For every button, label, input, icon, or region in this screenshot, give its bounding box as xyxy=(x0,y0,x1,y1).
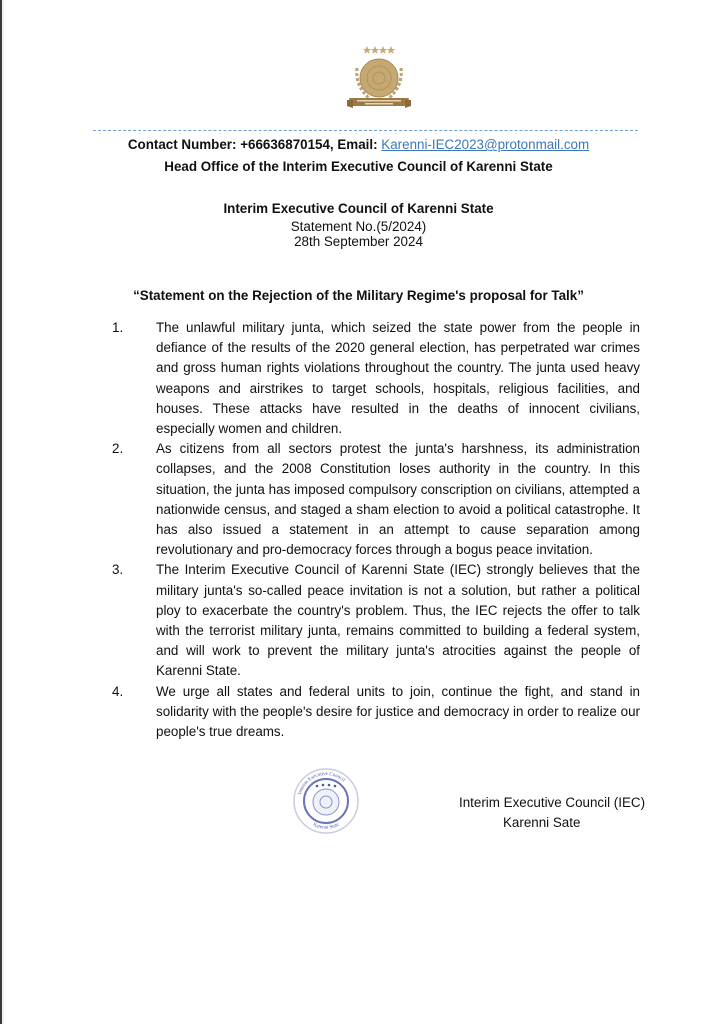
header-divider xyxy=(93,130,638,131)
signature-line-2: Karenni Sate xyxy=(503,815,581,830)
email-link[interactable]: Karenni-IEC2023@protonmail.com xyxy=(381,137,590,152)
svg-text:Karenni State: Karenni State xyxy=(312,822,341,831)
council-stamp-icon xyxy=(291,766,361,836)
contact-label: Contact Number: +66636870154, Email: xyxy=(127,137,382,152)
item-number: 2. xyxy=(112,441,124,457)
item-text: As citizens from all sectors protest the junta's harshness, its administration collapses, and the 2008 Constitution loses authority in the country. In this situation, the junta has imposed compulsory conscription on civilians, attempted a nationwide census, and staged a sham election to avoid a political catastrophe. It has also issued a statement in an attempt to cause separation among revolutionary and pro-democracy forces through a bogus peace invitation. xyxy=(156,441,640,558)
statement-items xyxy=(112,318,640,742)
item-number: 3. xyxy=(112,562,124,578)
item-number: 4. xyxy=(112,683,124,699)
statement-item xyxy=(112,682,640,743)
item-number: 1. xyxy=(112,320,124,335)
statement-number: Statement No.(5/2024) xyxy=(290,219,427,234)
item-text: The Interim Executive Council of Karenni State (IEC) strongly believes that the military junta's so-called peace invitation is not a solution, but rather a political ploy to exacerbate the country's problem. Thus, the IEC rejects the offer to talk with the terrorist military junta, remains committed to building a federal system, and will work to prevent the military junta's atrocities against the people of Karenni State. xyxy=(156,562,640,679)
statement-date: 28th September 2024 xyxy=(294,234,423,249)
statement-item xyxy=(112,318,640,439)
statement-item xyxy=(112,560,640,681)
page-left-shadow xyxy=(2,0,4,1024)
signature-line-1: Interim Executive Council (IEC) xyxy=(459,795,646,810)
statement-title: “Statement on the Rejection of the Military Regime's proposal for Talk” xyxy=(133,288,584,303)
svg-text:Interim Executive Council: Interim Executive Council xyxy=(297,771,346,796)
head-office-line: Head Office of the Interim Executive Council of Karenni State xyxy=(164,159,553,174)
item-text: We urge all states and federal units to join, continue the fight, and stand in solidarity with the people's desire for justice and democracy in order to realize our people's true dreams. xyxy=(156,683,640,740)
council-emblem-icon xyxy=(343,40,415,116)
item-text: The unlawful military junta, which seized the state power from the people in defiance of the results of the 2020 general election, has perpetrated war crimes and gross human rights violations throughout the country. The junta used heavy weapons and airstrikes to target schools, hospitals, religious facilities, and houses. These attacks have resulted in the deaths of innocent civilians, especially women and children. xyxy=(156,320,640,437)
council-title: Interim Executive Council of Karenni State xyxy=(223,201,494,216)
statement-item xyxy=(112,439,640,560)
contact-line xyxy=(0,137,717,152)
